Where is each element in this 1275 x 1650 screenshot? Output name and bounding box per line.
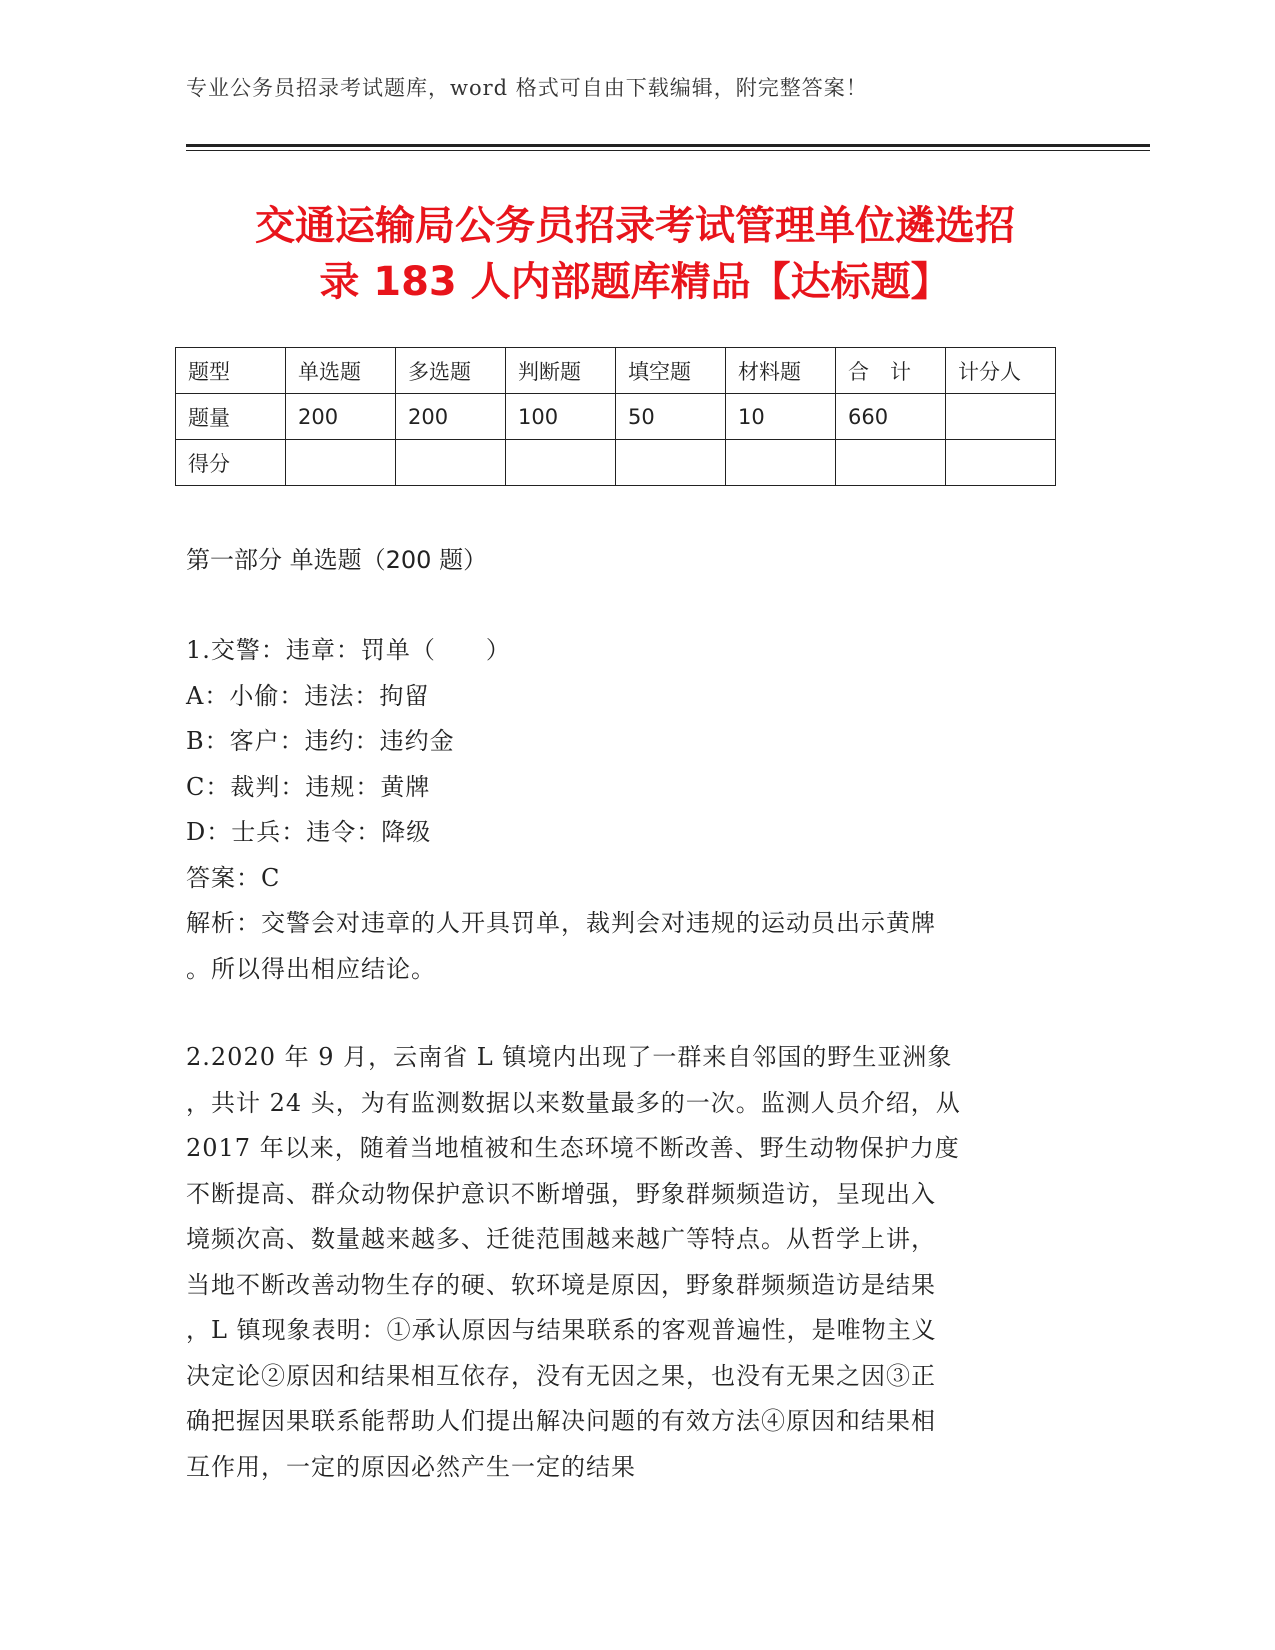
question-2-line: 2017 年以来，随着当地植被和生态环境不断改善、野生动物保护力度 [186, 1134, 960, 1162]
table-cell: 100 [506, 394, 616, 440]
table-cell [836, 440, 946, 486]
title-line-1: 交通运输局公务员招录考试管理单位遴选招 [255, 203, 1015, 249]
question-2-line: 2.2020 年 9 月，云南省 L 镇境内出现了一群来自邻国的野生亚洲象 [186, 1043, 953, 1071]
answer-label: 答案： [186, 863, 261, 892]
question-2 [186, 1035, 1066, 1490]
question-2-line: ，共计 24 头，为有监测数据以来数量最多的一次。监测人员介绍，从 [186, 1088, 961, 1117]
table-cell: 合 计 [836, 348, 946, 394]
table-cell: 材料题 [726, 348, 836, 394]
table-cell: 200 [286, 394, 396, 440]
section-heading: 第一部分 单选题（200 题） [186, 546, 488, 574]
answer-value: C [261, 863, 281, 892]
table-cell: 200 [396, 394, 506, 440]
question-1-stem: 1.交警：违章：罚单（ ） [186, 636, 511, 664]
score-table-count-row [176, 394, 1056, 440]
question-2-line: 境频次高、数量越来越多、迁徙范围越来越广等特点。从哲学上讲， [186, 1225, 936, 1253]
question-2-line: 不断提高、群众动物保护意识不断增强，野象群频频造访，呈现出入 [186, 1179, 936, 1208]
option-c: C：裁判：违规：黄牌 [186, 772, 431, 801]
table-cell [616, 440, 726, 486]
question-2-line: 当地不断改善动物生存的硬、软环境是原因，野象群频频造访是结果 [186, 1270, 936, 1299]
score-table-header-row [176, 348, 1056, 394]
table-cell: 得分 [176, 440, 286, 486]
question-2-line: ，L 镇现象表明：①承认原因与结果联系的客观普遍性，是唯物主义 [186, 1316, 937, 1344]
table-cell [286, 440, 396, 486]
option-d: D：士兵：违令：降级 [186, 818, 432, 846]
score-table-score-row [176, 440, 1056, 486]
header-rule-thin [186, 150, 1150, 151]
analysis-line-2: 。所以得出相应结论。 [186, 954, 436, 983]
table-cell: 660 [836, 394, 946, 440]
table-cell: 题量 [176, 394, 286, 440]
question-2-line: 确把握因果联系能帮助人们提出解决问题的有效方法④原因和结果相 [186, 1407, 936, 1435]
analysis-label: 解析： [186, 909, 261, 937]
question-2-line: 决定论②原因和结果相互依存，没有无因之果，也没有无果之因③正 [186, 1361, 936, 1390]
table-cell [946, 394, 1056, 440]
question-2-line: 互作用，一定的原因必然产生一定的结果 [186, 1452, 636, 1481]
table-cell [946, 440, 1056, 486]
answer-line [186, 856, 1066, 902]
score-table [175, 347, 1056, 486]
header-rule-thick [186, 144, 1150, 147]
table-cell [396, 440, 506, 486]
table-cell: 填空题 [616, 348, 726, 394]
table-cell [726, 440, 836, 486]
header-note: 专业公务员招录考试题库，word 格式可自由下载编辑，附完整答案！ [186, 76, 868, 100]
analysis-line-1 [186, 901, 1066, 947]
table-cell [506, 440, 616, 486]
table-cell: 10 [726, 394, 836, 440]
option-a: A：小偷：违法：拘留 [186, 681, 430, 710]
table-cell: 多选题 [396, 348, 506, 394]
table-cell: 50 [616, 394, 726, 440]
question-1 [186, 628, 1066, 992]
table-cell: 题型 [176, 348, 286, 394]
title-line-2: 录 183 人内部题库精品【达标题】 [319, 259, 951, 305]
table-cell: 单选题 [286, 348, 396, 394]
option-b: B：客户：违约：违约金 [186, 727, 455, 755]
table-cell: 计分人 [946, 348, 1056, 394]
table-cell: 判断题 [506, 348, 616, 394]
analysis-text: 交警会对违章的人开具罚单，裁判会对违规的运动员出示黄牌 [261, 909, 936, 937]
document-title [160, 198, 1110, 310]
